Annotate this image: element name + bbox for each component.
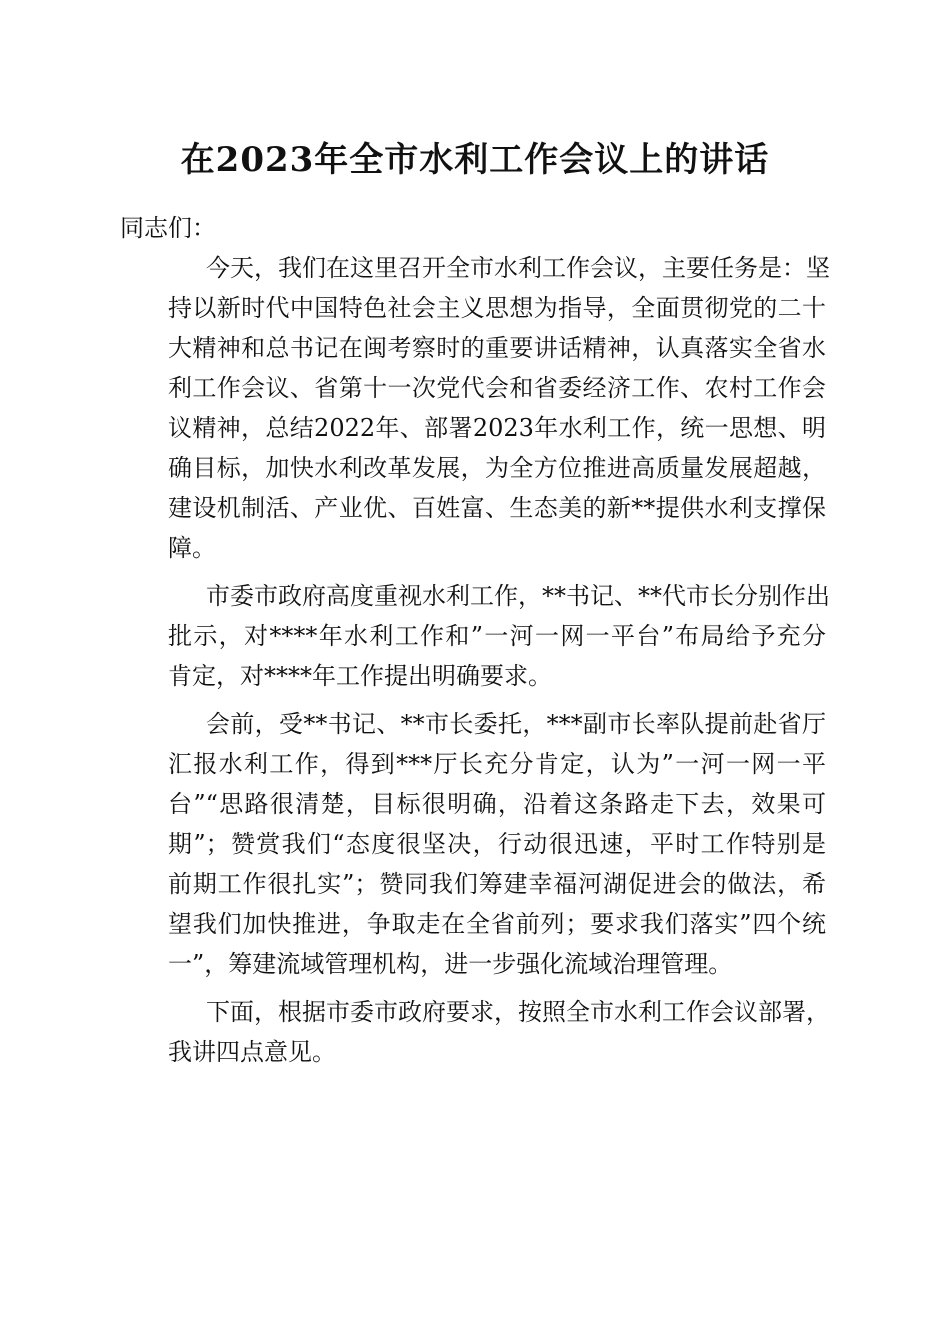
text-line: 大精神和总书记在闽考察时的重要讲话精神，认真落实全省水 (168, 334, 826, 362)
text-line: 台”“思路很清楚，目标很明确，沿着这条路走下去，效果可 (168, 790, 826, 818)
text-line: 下面，根据市委市政府要求，按照全市水利工作会议部署， (206, 998, 830, 1026)
text-line: 肯定，对****年工作提出明确要求。 (168, 662, 552, 690)
text-line: 今天，我们在这里召开全市水利工作会议，主要任务是：坚 (206, 254, 830, 282)
text-line: 一”，筹建流域管理机构，进一步强化流域治理管理。 (168, 950, 733, 978)
page-title: 在2023年全市水利工作会议上的讲话 (180, 140, 770, 180)
text-line: 会前，受**书记、**市长委托，***副市长率队提前赴省厅 (206, 710, 826, 738)
text-line: 确目标，加快水利改革发展，为全方位推进高质量发展超越， (168, 454, 826, 482)
text-line: 汇报水利工作，得到***厅长充分肯定，认为”一河一网一平 (168, 750, 826, 778)
salutation: 同志们： (120, 214, 216, 242)
paragraph-4 (120, 992, 830, 1072)
text-line: 障。 (168, 534, 216, 562)
text-line: 市委市政府高度重视水利工作，**书记、**代市长分别作出 (206, 582, 830, 610)
text-line: 持以新时代中国特色社会主义思想为指导，全面贯彻党的二十 (168, 294, 826, 322)
paragraph-3 (120, 704, 826, 984)
text-line: 我讲四点意见。 (168, 1038, 336, 1066)
text-line: 议精神，总结2022年、部署2023年水利工作，统一思想、明 (168, 414, 826, 442)
paragraph-1 (120, 248, 830, 568)
text-line: 望我们加快推进，争取走在全省前列；要求我们落实”四个统 (168, 910, 826, 938)
text-line: 批示，对****年水利工作和”一河一网一平台”布局给予充分 (168, 622, 826, 650)
text-line: 期”；赞赏我们“态度很坚决，行动很迅速，平时工作特别是 (168, 830, 826, 858)
document-body (120, 208, 830, 1072)
text-line: 建设机制活、产业优、百姓富、生态美的新**提供水利支撑保 (168, 494, 826, 522)
paragraph-2 (120, 576, 830, 696)
text-line: 利工作会议、省第十一次党代会和省委经济工作、农村工作会 (168, 374, 826, 402)
text-line: 前期工作很扎实”；赞同我们筹建幸福河湖促进会的做法，希 (168, 870, 826, 898)
